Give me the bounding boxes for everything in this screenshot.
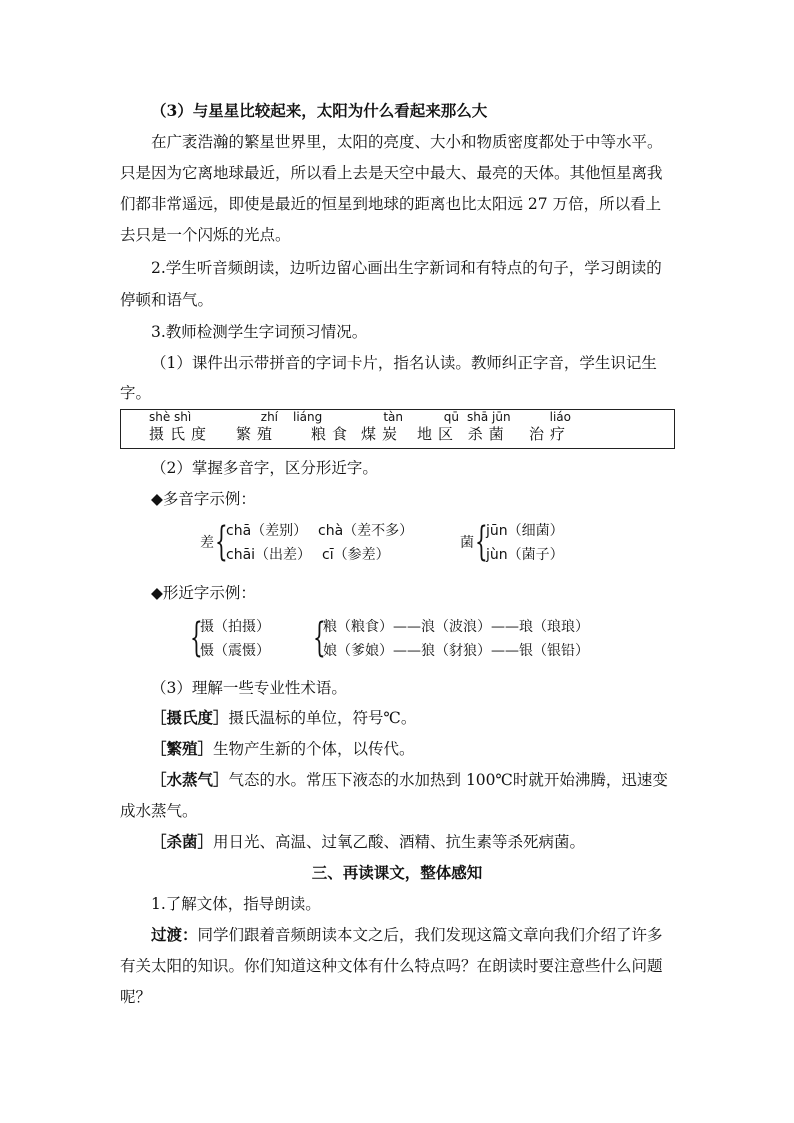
polyphone-entry <box>486 544 564 566</box>
word-text: 地区 <box>417 425 460 443</box>
polyphone-example: （菌子） <box>507 547 564 563</box>
polyphone-char-jun: 菌 <box>460 535 474 551</box>
polyphone-entry <box>226 520 307 542</box>
paragraph-line: 只是因为它离地球最近，所以看上去是天空中最大、最亮的天体。其他恒星离我 <box>120 164 663 182</box>
term-definition: 气态的水。常压下液态的水加热到 100℃时就开始沸腾，迅速变 <box>228 771 668 789</box>
term-row <box>151 770 668 790</box>
step-3-line: 3.教师检测学生字词预习情况。 <box>151 323 368 341</box>
term-label: ［摄氏度］ <box>151 708 229 727</box>
brace-icon: { <box>475 519 488 565</box>
term-row <box>151 739 415 759</box>
term-row <box>151 832 585 852</box>
term-label: ［水蒸气］ <box>151 770 229 789</box>
transition-text-line: 呢？ <box>120 988 152 1006</box>
polyphone-char-cha: 差 <box>200 535 214 551</box>
polyphone-pinyin: jùn <box>486 547 508 563</box>
brace-icon: { <box>190 615 203 661</box>
sub-3-line: （3）理解一些专业性术语。 <box>151 679 347 697</box>
term-label: ［繁殖］ <box>151 739 214 758</box>
similar-entry: 摄（拍摄） <box>200 619 270 635</box>
transition-text-line: 有关太阳的知识。你们知道这种文体有什么特点吗？在朗读时要注意些什么问题 <box>120 957 663 975</box>
word-text: 煤炭 <box>361 425 404 443</box>
polyphone-pinyin: jūn <box>486 523 508 539</box>
step-2-line: 2.学生听音频朗读，边听边留心画出生字新词和有特点的句子，学习朗读的 <box>151 259 662 277</box>
polyphone-example: （出差） <box>255 547 312 563</box>
word-text: 摄氏度 <box>149 425 213 443</box>
sub-1-line: 字。 <box>120 384 152 402</box>
term-definition: 摄氏温标的单位，符号℃。 <box>228 709 417 727</box>
polyphone-pinyin: chā <box>226 523 252 539</box>
word-card <box>467 410 511 444</box>
polyphone-pinyin: chà <box>318 523 344 539</box>
term-definition: 用日光、高温、过氧乙酸、酒精、抗生素等杀死病菌。 <box>213 833 586 851</box>
paragraph-line: 在广袤浩瀚的繁星世界里，太阳的亮度、大小和物质密度都处于中等水平。 <box>151 133 663 151</box>
step-2-line: 停顿和语气。 <box>120 291 214 309</box>
paragraph-line: 们都非常遥远，即使是最近的恒星到地球的距离也比太阳远 27 万倍，所以看上 <box>120 195 662 213</box>
term-row <box>151 708 416 728</box>
polyphone-title: ◆多音字示例： <box>151 490 256 508</box>
term-label: ［杀菌］ <box>151 832 214 851</box>
sub-1-line: （1）课件出示带拼音的字词卡片，指名认读。教师纠正字音，学生识记生 <box>151 354 657 372</box>
similar-title: ◆形近字示例： <box>151 584 256 602</box>
polyphone-example: （参差） <box>333 547 390 563</box>
brace-icon: { <box>313 615 326 661</box>
term-definition: 生物产生新的个体，以传代。 <box>213 740 415 758</box>
word-pinyin: liáo <box>549 410 572 424</box>
polyphone-pinyin: chāi <box>226 547 256 563</box>
polyphone-example: （差不多） <box>343 523 414 539</box>
word-pinyin: liáng <box>293 410 323 424</box>
transition-label: 过渡： <box>151 925 198 944</box>
word-card <box>236 410 278 444</box>
polyphone-example: （细菌） <box>507 523 564 539</box>
polyphone-entry <box>486 520 564 542</box>
paragraph-line: 去只是一个闪烁的光点。 <box>120 226 291 244</box>
transition-row <box>151 925 663 945</box>
similar-entry: 慑（震慑） <box>200 643 270 659</box>
word-pinyin: qū <box>443 410 460 424</box>
word-pinyin: tàn <box>383 410 404 424</box>
word-card <box>293 410 353 444</box>
word-pinyin: shā jūn <box>467 410 511 424</box>
word-card <box>361 410 403 444</box>
word-card-box <box>120 409 675 449</box>
polyphone-entry <box>226 544 311 566</box>
word-card <box>529 410 571 444</box>
word-pinyin: zhí <box>260 410 279 424</box>
polyphone-entry <box>322 544 390 566</box>
step-read-line: 1.了解文体，指导朗读。 <box>151 895 321 913</box>
word-card <box>149 410 212 444</box>
word-text: 治疗 <box>529 425 572 443</box>
word-text: 繁殖 <box>236 425 279 443</box>
polyphone-pinyin: cī <box>322 547 334 563</box>
transition-text: 同学们跟着音频朗读本文之后，我们发现这篇文章向我们介绍了许多 <box>197 926 663 944</box>
word-pinyin: shè shì <box>149 410 192 424</box>
word-text: 杀菌 <box>467 425 510 443</box>
sub-2-line: （2）掌握多音字，区分形近字。 <box>151 459 378 477</box>
brace-icon: { <box>215 519 228 565</box>
polyphone-entry <box>318 520 413 542</box>
section-three-heading: 三、再读课文，整体感知 <box>311 863 483 882</box>
term-definition-cont: 成水蒸气。 <box>120 802 198 820</box>
word-card <box>417 410 459 444</box>
word-text: 粮食 <box>311 425 354 443</box>
similar-entry: 娘（爹娘）——狼（豺狼）——银（银铅） <box>323 643 589 659</box>
similar-entry: 粮（粮食）——浪（波浪）——琅（琅琅） <box>323 619 589 635</box>
section-heading-sun-size: （3）与星星比较起来，太阳为什么看起来那么大 <box>151 101 488 120</box>
polyphone-example: （差别） <box>251 523 308 539</box>
